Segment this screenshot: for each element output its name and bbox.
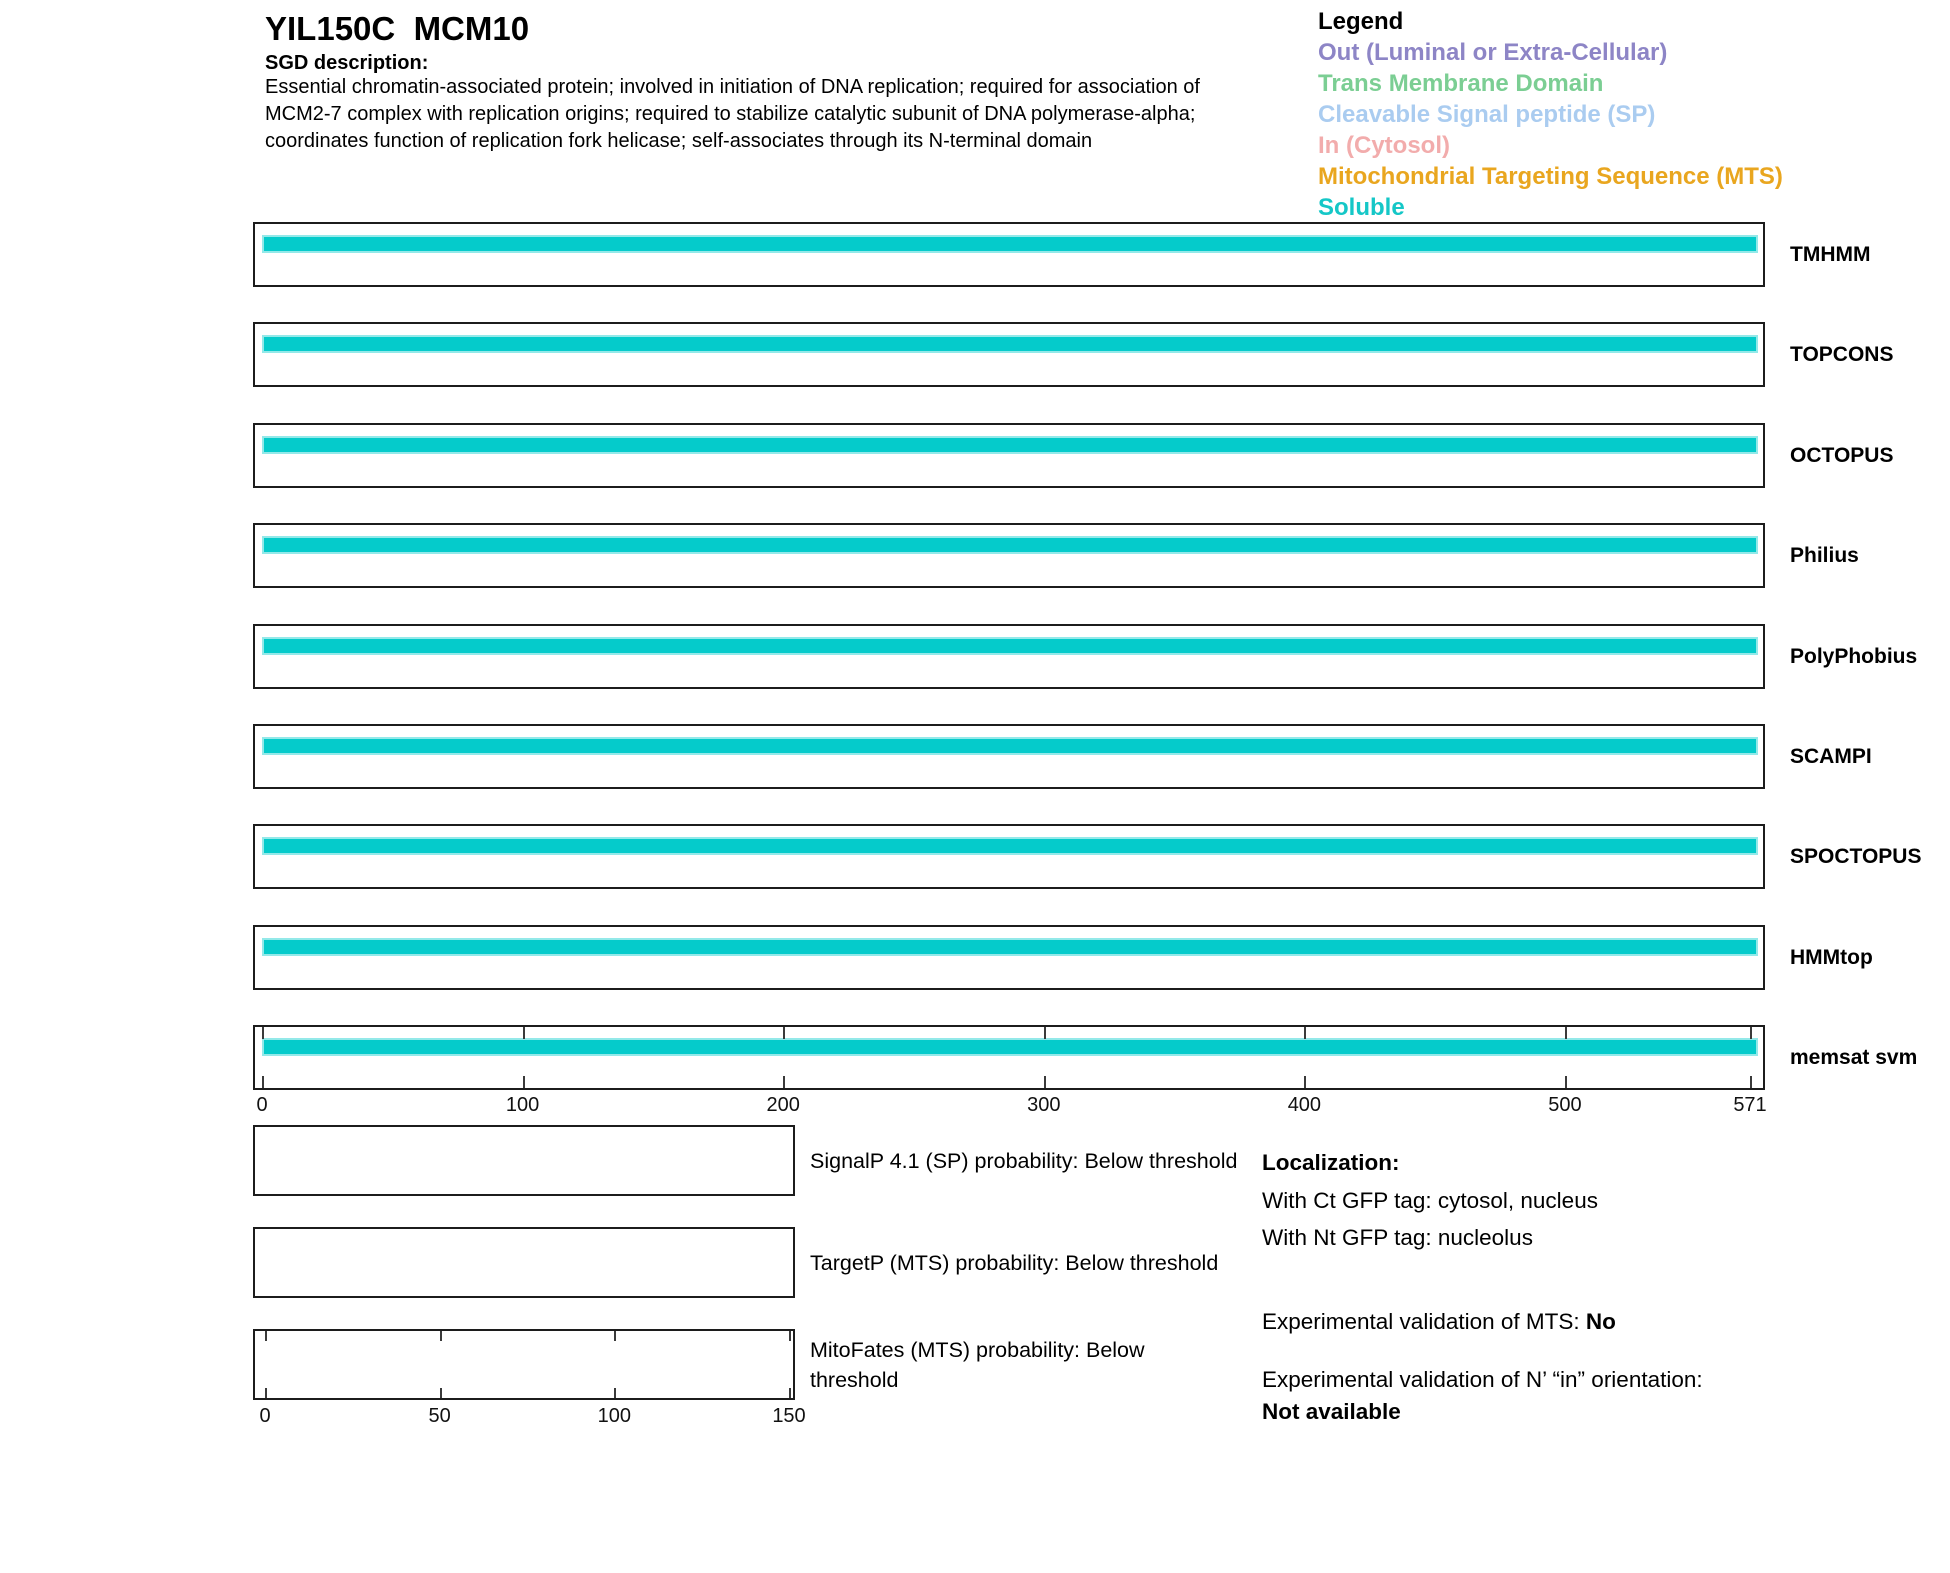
probability-axis-tick (789, 1388, 791, 1398)
probability-axis-tick (265, 1331, 267, 1341)
sequence-axis-tick (1750, 1027, 1752, 1039)
soluble-region-bar (262, 637, 1758, 655)
prediction-track-box (253, 423, 1765, 488)
sequence-axis-tick (262, 1027, 264, 1039)
prediction-track-box (253, 1025, 1765, 1090)
sequence-axis-tick-label: 100 (505, 1094, 540, 1116)
probability-plot-label: TargetP (MTS) probability: Below threshold (810, 1250, 1219, 1275)
prediction-track-label: PolyPhobius (1790, 644, 1918, 668)
probability-axis-tick (614, 1331, 616, 1341)
prediction-track-box (253, 724, 1765, 789)
sequence-axis-tick (1044, 1076, 1046, 1088)
sequence-axis-tick (523, 1027, 525, 1039)
orientation-validation (1262, 1364, 1724, 1428)
sequence-axis-tick (523, 1076, 525, 1088)
mts-validation (1262, 1306, 1616, 1338)
probability-plot-label: SignalP 4.1 (SP) probability: Below threshold (810, 1148, 1238, 1173)
sequence-axis-tick (1044, 1027, 1046, 1039)
prediction-track-label: SCAMPI (1790, 744, 1872, 768)
probability-axis-tick (789, 1331, 791, 1341)
prediction-track-label: memsat svm (1790, 1045, 1918, 1069)
sequence-axis-tick-label: 0 (256, 1094, 268, 1116)
probability-axis-tick-label: 0 (259, 1405, 271, 1427)
probability-axis-tick (614, 1388, 616, 1398)
page-title: YIL150C MCM10 (265, 10, 530, 47)
soluble-region-bar (262, 938, 1758, 956)
prediction-track-label: OCTOPUS (1790, 443, 1894, 467)
sgd-description-label: SGD description: (265, 52, 429, 74)
sgd-description-text: Essential chromatin-associated protein; involved in initiation of DNA replication; required for association of MCM2-7 complex with replication origins; required to stabilize catalytic subunit of DNA polymerase-alpha; coordinates function of replication fork helicase; self-associates through its N-terminal domain (265, 76, 1200, 152)
sequence-axis-tick (783, 1076, 785, 1088)
prediction-track-box (253, 624, 1765, 689)
sequence-axis-tick (262, 1076, 264, 1088)
legend-title: Legend (1318, 8, 1404, 35)
prediction-track-box (253, 925, 1765, 990)
nt-gfp-localization: With Nt GFP tag: nucleolus (1262, 1225, 1533, 1250)
ct-gfp-localization: With Ct GFP tag: cytosol, nucleus (1262, 1188, 1598, 1213)
localization-heading: Localization: (1262, 1150, 1400, 1175)
orientation-validation-label: Experimental validation of N’ “in” orientation: (1262, 1367, 1703, 1392)
probability-axis-tick (440, 1388, 442, 1398)
prediction-track-box (253, 222, 1765, 287)
probability-plot-box (253, 1227, 795, 1298)
mts-validation-label: Experimental validation of MTS: (1262, 1309, 1586, 1334)
sequence-axis-tick (1565, 1076, 1567, 1088)
probability-axis-tick (265, 1388, 267, 1398)
soluble-region-bar (262, 837, 1758, 855)
legend (1318, 6, 1783, 223)
soluble-region-bar (262, 235, 1758, 253)
soluble-region-bar (262, 1038, 1758, 1056)
sequence-axis-tick (1750, 1076, 1752, 1088)
orientation-validation-value: Not available (1262, 1399, 1401, 1424)
sequence-axis-tick (783, 1027, 785, 1039)
legend-item-2: Trans Membrane Domain (1318, 70, 1604, 97)
mts-validation-value: No (1585, 1309, 1616, 1334)
probability-plot-box (253, 1125, 795, 1196)
soluble-region-bar (262, 737, 1758, 755)
soluble-region-bar (262, 536, 1758, 554)
prediction-track-label: TMHMM (1790, 242, 1871, 266)
prediction-track-label: Philius (1790, 543, 1859, 567)
sequence-axis-tick-label: 300 (1027, 1094, 1061, 1116)
sequence-axis-tick-label: 200 (766, 1094, 800, 1116)
probability-axis-tick-label: 50 (428, 1405, 451, 1427)
prediction-track-label: SPOCTOPUS (1790, 844, 1922, 868)
legend-item-1: Out (Luminal or Extra-Cellular) (1318, 39, 1668, 66)
legend-item-5: Mitochondrial Targeting Sequence (MTS) (1318, 163, 1783, 190)
sequence-axis-tick (1565, 1027, 1567, 1039)
sequence-axis-tick (1304, 1076, 1306, 1088)
prediction-track-box (253, 322, 1765, 387)
probability-axis-tick-label: 150 (772, 1405, 806, 1427)
sequence-axis-tick-label: 500 (1548, 1094, 1582, 1116)
prediction-track-label: TOPCONS (1790, 342, 1894, 366)
sequence-axis-tick-label: 571 (1733, 1094, 1767, 1116)
probability-axis-tick-label: 100 (597, 1405, 632, 1427)
soluble-region-bar (262, 436, 1758, 454)
legend-item-6: Soluble (1318, 194, 1405, 221)
sequence-axis-tick-label: 400 (1287, 1094, 1322, 1116)
legend-item-3: Cleavable Signal peptide (SP) (1318, 101, 1656, 128)
probability-axis-tick (440, 1331, 442, 1341)
probability-plot-label: MitoFates (MTS) probability: Below threshold (810, 1337, 1145, 1392)
soluble-region-bar (262, 335, 1758, 353)
prediction-track-box (253, 523, 1765, 588)
prediction-track-box (253, 824, 1765, 889)
legend-item-4: In (Cytosol) (1318, 132, 1450, 159)
sequence-axis-tick (1304, 1027, 1306, 1039)
probability-plot-box (253, 1329, 795, 1400)
prediction-track-label: HMMtop (1790, 945, 1873, 969)
